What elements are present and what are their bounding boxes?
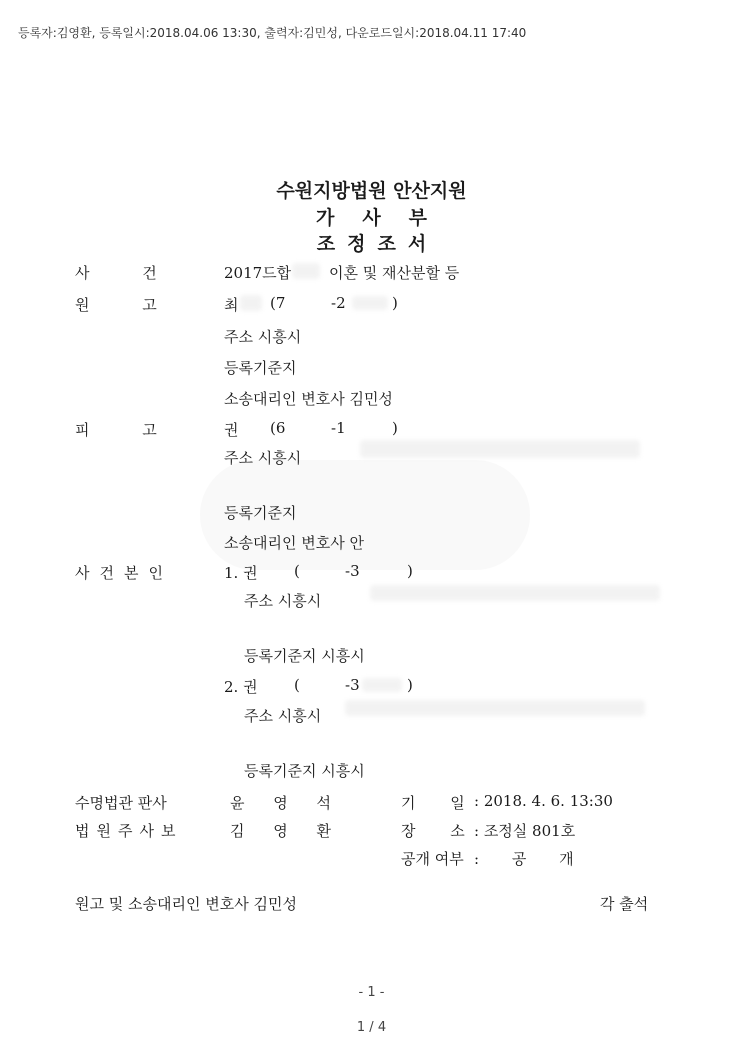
defendant-address: 주소 시흥시 [224,449,302,467]
division-name: 가사부 [315,207,456,229]
principal2-id-mid: -3 [345,676,360,694]
date-label: 기 일 [401,794,465,812]
document-title: 조정조서 [316,233,439,255]
redaction [240,295,262,311]
defendant-id-close: ) [392,419,398,437]
redaction [292,263,320,279]
principal1-id-mid: -3 [345,562,360,580]
case-number: 2017드합 [224,264,292,282]
case-label: 사 건 [75,264,157,282]
plaintiff-id-open: (7 [270,294,286,312]
redaction [345,700,645,716]
public-value: : 공 개 [474,850,574,868]
page-marker: - 1 - [358,985,385,1000]
principal2-registry: 등록기준지 시흥시 [244,762,365,780]
principal1-registry: 등록기준지 시흥시 [244,647,365,665]
defendant-id-open: (6 [270,419,286,437]
attendance-parties: 원고 및 소송대리인 변호사 김민성 [75,895,297,913]
judge-label: 수명법관 판사 [75,794,167,812]
defendant-attorney: 소송대리인 변호사 안 [224,534,364,552]
place-value: : 조정실 801호 [474,822,576,840]
defendant-name: 권 [224,421,239,439]
public-label: 공개 여부 [401,850,464,868]
principal1-address: 주소 시흥시 [244,592,322,610]
principal2-id-open: ( [294,676,300,694]
plaintiff-id-close: ) [392,294,398,312]
redaction [352,296,388,310]
redaction [362,678,402,692]
plaintiff-label: 원 고 [75,296,157,314]
court-name: 수원지방법원 안산지원 [276,180,467,202]
principal1-id-open: ( [294,562,300,580]
principals-label: 사건본인 [75,564,173,582]
clerk-name: 김 영 환 [230,822,332,840]
defendant-registry: 등록기준지 [224,504,297,522]
case-name: 이혼 및 재산분할 등 [329,264,460,282]
clerk-label: 법원주사보 [75,822,183,840]
judge-name: 윤 영 석 [230,794,332,812]
date-value: : 2018. 4. 6. 13:30 [474,792,613,810]
principal1-name: 1. 권 [224,564,258,582]
principal2-address: 주소 시흥시 [244,707,322,725]
plaintiff-attorney: 소송대리인 변호사 김민성 [224,390,393,408]
principal1-id-close: ) [407,562,413,580]
attendance-status: 각 출석 [600,895,649,913]
place-label: 장 소 [401,822,465,840]
plaintiff-address: 주소 시흥시 [224,328,302,346]
plaintiff-name: 최 [224,296,239,314]
redaction [360,440,640,458]
principal2-id-close: ) [407,676,413,694]
plaintiff-registry: 등록기준지 [224,359,297,377]
download-meta-header: 등록자:김영환, 등록일시:2018.04.06 13:30, 출력자:김민성, 다운로드일시:2018.04.11 17:40 [18,26,527,40]
page-count: 1 / 4 [356,1020,387,1035]
redaction [370,585,660,601]
plaintiff-id-mid: -2 [331,294,346,312]
defendant-label: 피 고 [75,421,157,439]
principal2-name: 2. 권 [224,678,258,696]
defendant-id-mid: -1 [331,419,346,437]
